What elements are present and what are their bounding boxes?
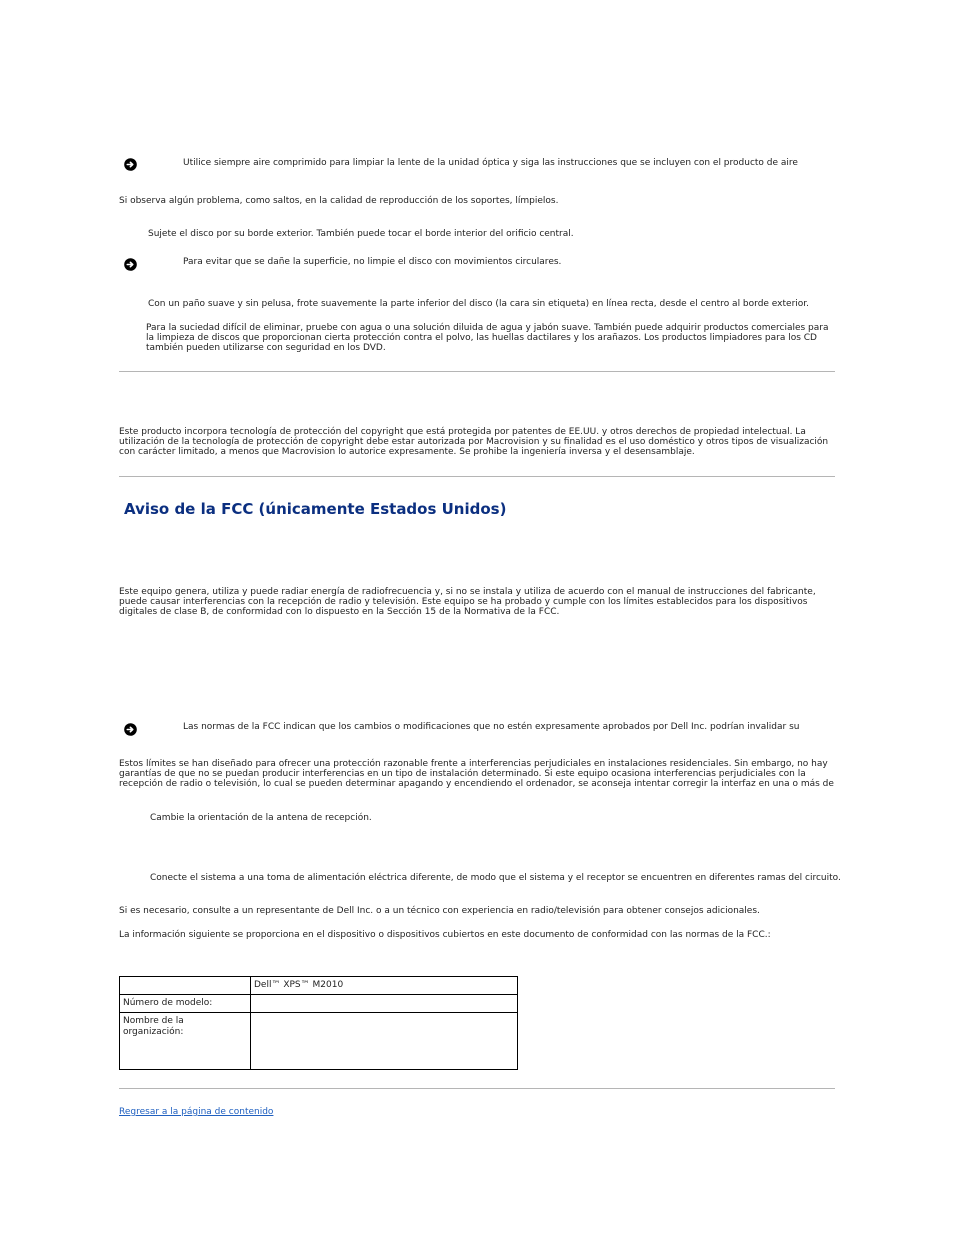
- table-cell-label: Nombre de la organización:: [120, 1013, 251, 1070]
- table-cell-label: Número de modelo:: [120, 995, 251, 1013]
- back-to-contents-link[interactable]: Regresar a la página de contenido: [119, 1107, 274, 1117]
- fcc-paragraph-2: Estos límites se han diseñado para ofrecer una protección razonable frente a interferencias perjudiciales en instalaciones residenciales. Sin embargo, no hay garantías de que no se puedan producir interferencias en un tipo de instalación determinado. Si este equipo ocasiona interferencias perjudiciales con la recepción de radio o televisión, lo cual se pueden determinar apagando y encendiendo el ordenador, se aconseja intentar corregir la interfaz en una o más de: [119, 759, 834, 790]
- fcc-info-intro: La información siguiente se proporciona en el dispositivo o dispositivos cubiertos en este documento de conformidad con las normas de la FCC.:: [119, 930, 771, 940]
- cleaning-intro: Si observa algún problema, como saltos, en la calidad de reproducción de los soportes, límpielos.: [119, 196, 559, 206]
- notice-icon: [124, 723, 137, 736]
- divider: [119, 371, 835, 372]
- fcc-consult: Si es necesario, consulte a un representante de Dell Inc. o a un técnico con experiencia en radio/televisión para obtener consejos adicionales.: [119, 906, 760, 916]
- divider: [119, 1088, 835, 1089]
- table-cell-value: [251, 995, 518, 1013]
- notice-text: Las normas de la FCC indican que los cambios o modificaciones que no estén expresamente aprobados por Dell Inc. podrían invalidar su: [183, 722, 800, 732]
- macrovision-paragraph: Este producto incorpora tecnología de protección del copyright que está protegida por patentes de EE.UU. y otros derechos de propiedad intelectual. La utilización de la tecnología de protección de copyright debe estar autorizada por Macrovision y su finalidad es el uso doméstico y otros tipos de visualización con carácter limitado, a menos que Macrovision lo autorice expresamente. Se prohibe la ingeniería inversa y el desensamblaje.: [119, 427, 829, 458]
- table-cell-value: [251, 1013, 518, 1070]
- cleaning-step-1: Sujete el disco por su borde exterior. También puede tocar el borde interior del orificio central.: [148, 229, 574, 239]
- notice-text: Utilice siempre aire comprimido para limpiar la lente de la unidad óptica y siga las instrucciones que se incluyen con el producto de aire: [183, 158, 798, 168]
- notice-text: Para evitar que se dañe la superficie, no limpie el disco con movimientos circulares.: [183, 257, 562, 267]
- table-row: [120, 1013, 518, 1070]
- fcc-bullet-1: Cambie la orientación de la antena de recepción.: [150, 813, 372, 823]
- fcc-heading: Aviso de la FCC (únicamente Estados Unidos): [124, 500, 507, 518]
- table-row: [120, 977, 518, 995]
- cleaning-step-3: Para la suciedad difícil de eliminar, pruebe con agua o una solución diluida de agua y jabón suave. También puede adquirir productos comerciales para la limpieza de discos que proporcionan cierta protección contra el polvo, las huellas dactilares y los arañazos. Los productos limpiadores para los CD también pueden utilizarse con seguridad en los DVD.: [146, 323, 829, 354]
- fcc-paragraph-1: Este equipo genera, utiliza y puede radiar energía de radiofrecuencia y, si no se instala y utiliza de acuerdo con el manual de instrucciones del fabricante, puede causar interferencias con la recepción de radio y televisión. Este equipo se ha probado y cumple con los límites establecidos para los dispositivos digitales de clase B, de conformidad con lo dispuesto en la Sección 15 de la Normativa de la FCC.: [119, 587, 816, 618]
- divider: [119, 476, 835, 477]
- table-cell-value: Dell™ XPS™ M2010: [251, 977, 518, 995]
- cleaning-step-2: Con un paño suave y sin pelusa, frote suavemente la parte inferior del disco (la cara sin etiqueta) en línea recta, desde el centro al borde exterior.: [148, 299, 810, 309]
- table-row: [120, 995, 518, 1013]
- notice-icon: [124, 158, 137, 171]
- table-cell-label: [120, 977, 251, 995]
- fcc-info-table: [119, 976, 518, 1070]
- notice-icon: [124, 258, 137, 271]
- fcc-bullet-2: Conecte el sistema a una toma de alimentación eléctrica diferente, de modo que el sistema y el receptor se encuentren en diferentes ramas del circuito.: [150, 873, 841, 883]
